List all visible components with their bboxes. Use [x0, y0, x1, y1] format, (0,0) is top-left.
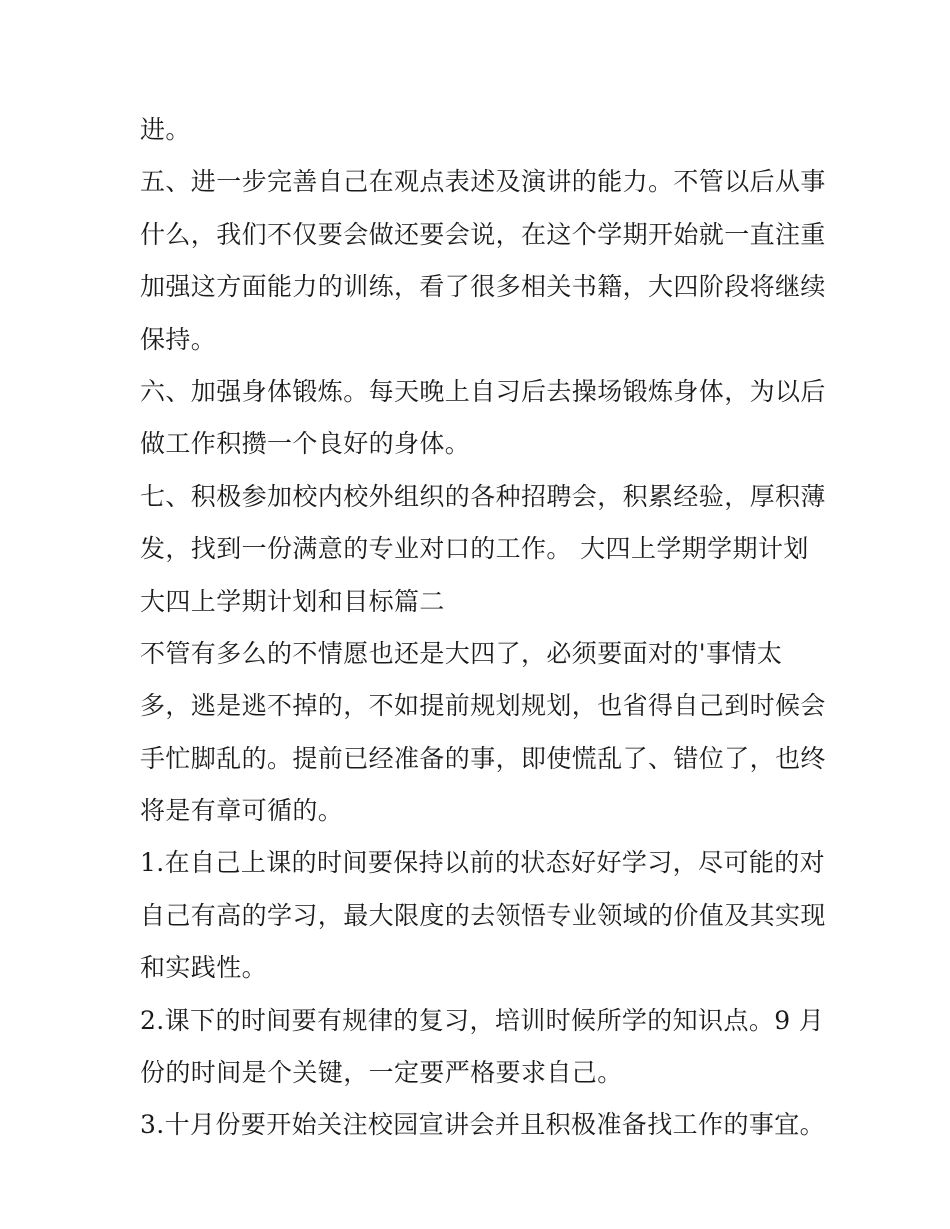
text-line: 五、进一步完善自己在观点表述及演讲的能力。不管以后从事 [140, 167, 826, 197]
text-line: 什么，我们不仅要会做还要会说，在这个学期开始就一直注重 [140, 219, 826, 249]
text-line: 保持。 [140, 324, 217, 354]
text-line: 发，找到一份满意的专业对口的工作。 大四上学期学期计划 [140, 534, 809, 564]
text-line: 自己有高的学习，最大限度的去领悟专业领域的价值及其实现 [140, 900, 826, 930]
text-line: 进。 [140, 115, 191, 144]
text-line: 多，逃是逃不掉的，不如提前规划规划，也省得自己到时候会 [140, 691, 826, 721]
text-line: 将是有章可循的。 [140, 796, 344, 826]
text-line: 加强这方面能力的训练，看了很多相关书籍，大四阶段将继续 [140, 272, 826, 302]
text-line: 和实践性。 [140, 953, 268, 983]
text-line: 不管有多么的不情愿也还是大四了，必须要面对的'事情太 [140, 638, 783, 668]
list-item-2: 2.课下的时间要有规律的复习，培训时候所学的知识点。9 月 [140, 1005, 825, 1035]
text-line: 做工作积攒一个良好的身体。 [140, 429, 471, 459]
text-line: 六、加强身体锻炼。每天晚上自习后去操场锻炼身体，为以后 [140, 376, 826, 406]
text-line: 份的时间是个关键，一定要严格要求自己。 [140, 1058, 623, 1088]
text-line: 七、积极参加校内校外组织的各种招聘会，积累经验，厚积薄 [140, 481, 826, 511]
section-heading: 大四上学期计划和目标篇二 [140, 586, 445, 616]
document-body [140, 108, 826, 1156]
text-line: 手忙脚乱的。提前已经准备的事，即使慌乱了、错位了，也终 [140, 743, 826, 773]
list-item-1: 1.在自己上课的时间要保持以前的状态好好学习，尽可能的对 [140, 848, 826, 878]
list-item-3: 3.十月份要开始关注校园宣讲会并且积极准备找工作的事宜。 [140, 1110, 826, 1140]
